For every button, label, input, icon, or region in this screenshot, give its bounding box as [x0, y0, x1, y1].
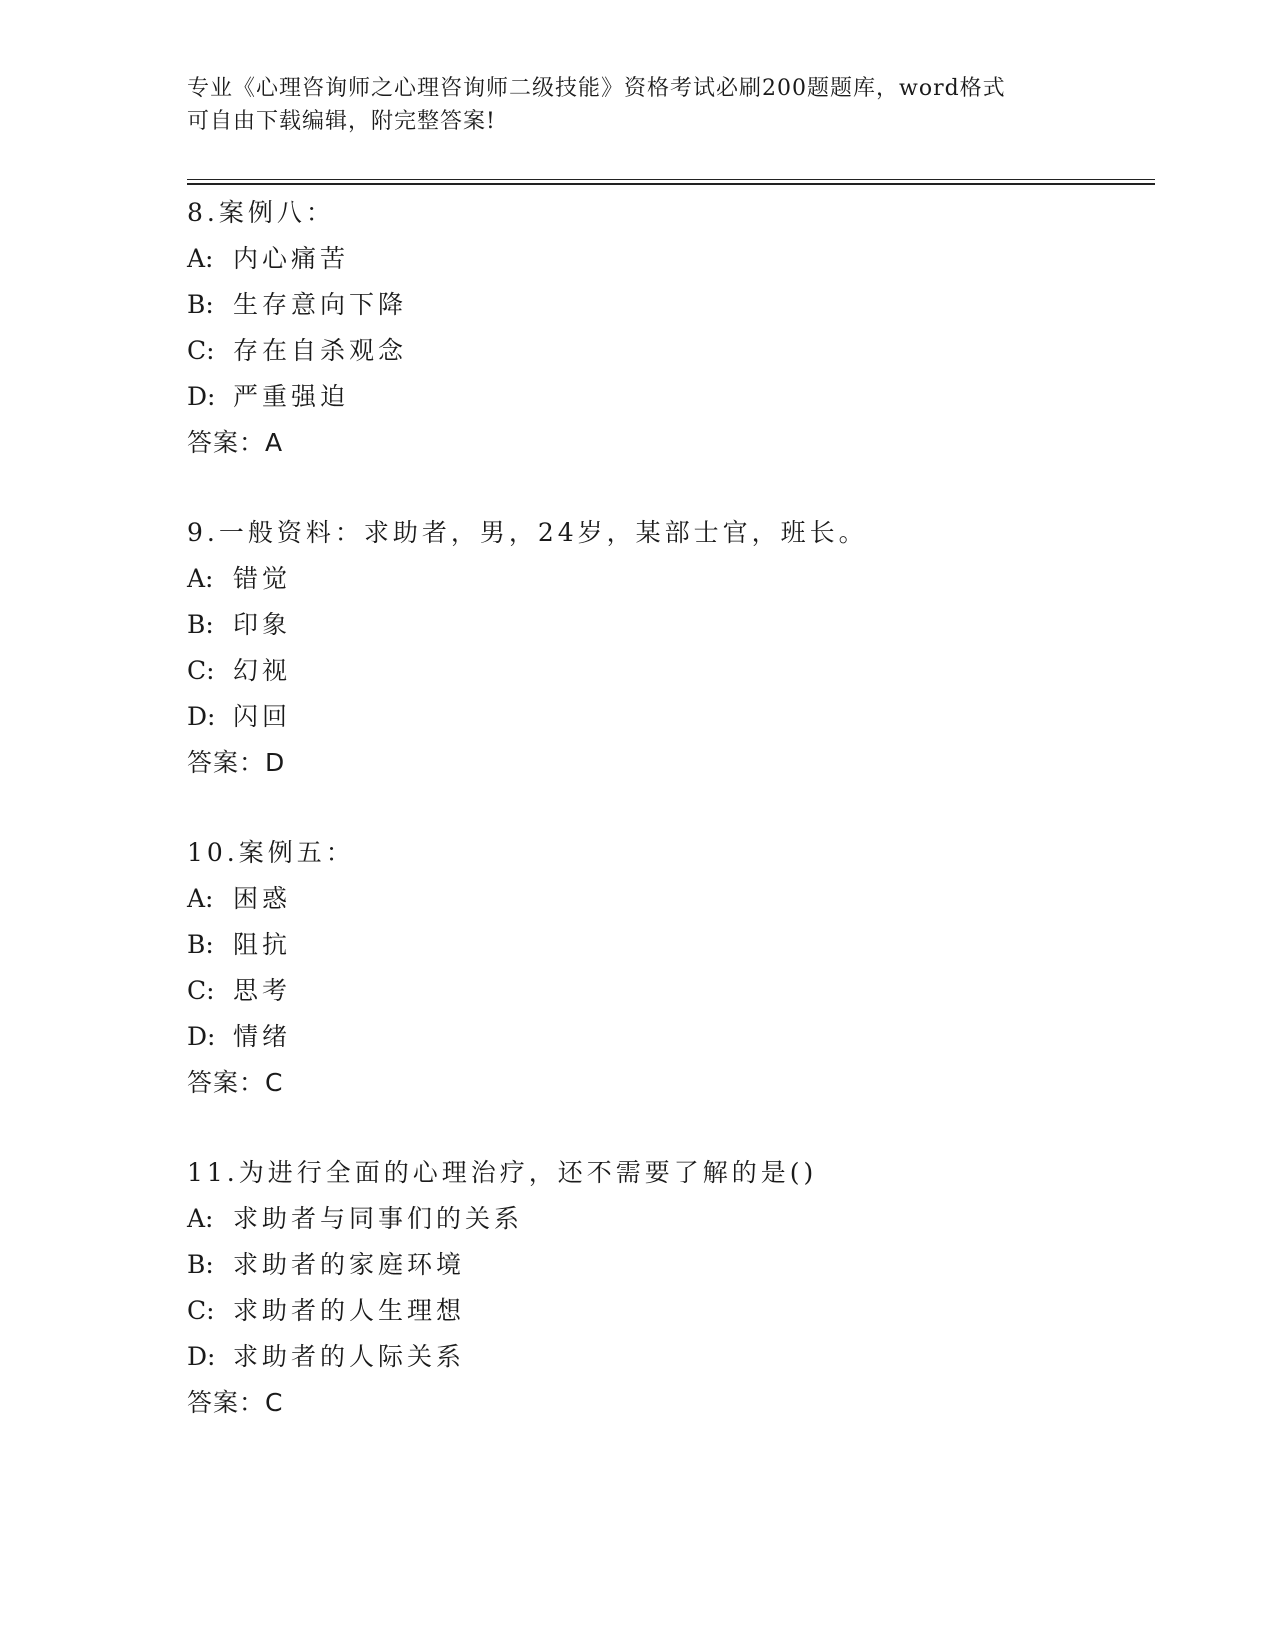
answer-line: 答案：C: [187, 1388, 284, 1417]
option-letter: D:: [187, 702, 216, 731]
option-text: 印象: [233, 610, 292, 639]
question-11: [187, 1150, 1147, 1426]
question-stem: 11.为进行全面的心理治疗，还不需要了解的是(): [187, 1158, 818, 1187]
option-c: [187, 648, 1147, 694]
header-divider-thin: [187, 179, 1155, 180]
option-letter: B:: [187, 610, 214, 639]
option-b: [187, 282, 1147, 328]
option-text: 困惑: [233, 884, 292, 913]
option-d: [187, 694, 1147, 740]
option-b: [187, 1242, 1147, 1288]
option-letter: C:: [187, 976, 215, 1005]
document-header: [187, 72, 1087, 138]
question-8: [187, 190, 1147, 466]
option-text: 存在自杀观念: [233, 336, 408, 365]
option-text: 思考: [233, 976, 292, 1005]
option-text: 求助者的人际关系: [233, 1342, 466, 1371]
option-letter: A:: [187, 1204, 214, 1233]
header-line-2: 可自由下载编辑，附完整答案!: [187, 109, 496, 134]
option-letter: C:: [187, 336, 215, 365]
option-d: [187, 1334, 1147, 1380]
option-text: 闪回: [233, 702, 292, 731]
option-letter: A:: [187, 884, 214, 913]
option-d: [187, 1014, 1147, 1060]
option-text: 情绪: [233, 1022, 292, 1051]
option-letter: B:: [187, 1250, 214, 1279]
option-text: 求助者与同事们的关系: [233, 1204, 524, 1233]
question-stem: 8.案例八：: [187, 198, 335, 227]
option-d: [187, 374, 1147, 420]
option-letter: A:: [187, 244, 214, 273]
option-letter: D:: [187, 382, 216, 411]
header-divider-thick: [187, 183, 1155, 185]
question-list: [187, 190, 1147, 1470]
option-c: [187, 968, 1147, 1014]
answer-line: 答案：A: [187, 428, 284, 457]
option-a: [187, 236, 1147, 282]
option-text: 错觉: [233, 564, 292, 593]
option-text: 生存意向下降: [233, 290, 408, 319]
option-letter: C:: [187, 1296, 215, 1325]
option-text: 内心痛苦: [233, 244, 350, 273]
option-a: [187, 1196, 1147, 1242]
question-9: [187, 510, 1147, 786]
option-letter: D:: [187, 1022, 216, 1051]
question-10: [187, 830, 1147, 1106]
option-letter: B:: [187, 930, 214, 959]
option-text: 严重强迫: [233, 382, 350, 411]
option-letter: B:: [187, 290, 214, 319]
option-letter: D:: [187, 1342, 216, 1371]
answer-line: 答案：C: [187, 1068, 284, 1097]
option-b: [187, 602, 1147, 648]
option-c: [187, 328, 1147, 374]
option-text: 幻视: [233, 656, 292, 685]
option-text: 求助者的家庭环境: [233, 1250, 466, 1279]
option-c: [187, 1288, 1147, 1334]
header-line-1: 专业《心理咨询师之心理咨询师二级技能》资格考试必刷200题题库，word格式: [187, 76, 1006, 101]
answer-line: 答案：D: [187, 748, 286, 777]
option-letter: C:: [187, 656, 215, 685]
option-a: [187, 556, 1147, 602]
option-letter: A:: [187, 564, 214, 593]
question-stem: 10.案例五：: [187, 838, 355, 867]
option-a: [187, 876, 1147, 922]
question-stem: 9.一般资料：求助者，男，24岁，某部士官，班长。: [187, 518, 868, 547]
option-b: [187, 922, 1147, 968]
option-text: 阻抗: [233, 930, 292, 959]
option-text: 求助者的人生理想: [233, 1296, 466, 1325]
